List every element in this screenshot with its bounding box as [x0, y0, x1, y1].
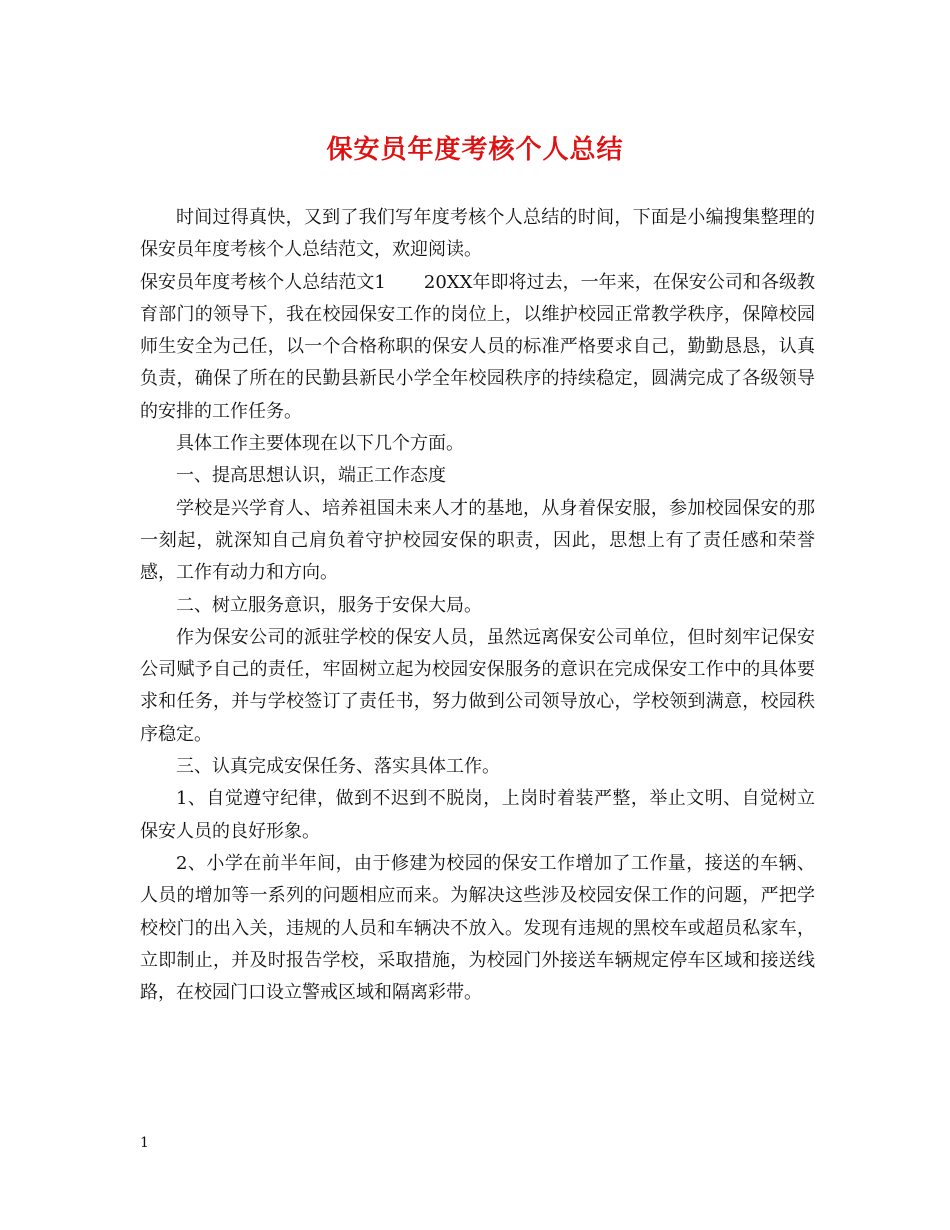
year-summary-text: 20XX年即将过去，一年来，在保安公司和各级教育部门的领导下，我在校园保安工作的岗位上，以维护校园正常教学秩序，保障校园师生安全为己任，以一个合格称职的保安人员的标准严格要求自己，勤勤恳恳，认真负责，确保了所在的民勤县新民小学全年校园秩序的持续稳定，圆满完成了各级领导的安排的工作任务。 [140, 271, 816, 422]
section-heading-1: 一、提高思想认识，端正工作态度 [176, 465, 446, 487]
intro-paragraph: 时间过得真快，又到了我们写年度考核个人总结的时间，下面是小编搜集整理的保安员年度考核个人总结范文，欢迎阅读。 [140, 207, 815, 261]
section-heading-3: 三、认真完成安保任务、落实具体工作。 [176, 756, 500, 778]
list-item-1: 1、自觉遵守纪律，做到不迟到不脱岗，上岗时着装严整，举止文明、自觉树立保安人员的良好形象。 [140, 788, 815, 842]
section-paragraph-1: 学校是兴学育人、培养祖国未来人才的基地，从身着保安服，参加校园保安的那一刻起，就深知自己肩负着守护校园安保的职责，因此，思想上有了责任感和荣誉感，工作有动力和方向。 [140, 497, 815, 584]
section-paragraph-2: 作为保安公司的派驻学校的保安人员，虽然远离保安公司单位，但时刻牢记保安公司赋予自己的责任，牢固树立起为校园安保服务的意识在完成保安工作中的具体要求和任务，并与学校签订了责任书，努力做到公司领导放心，学校领到满意，校园秩序稳定。 [140, 626, 815, 745]
section-heading-2: 二、树立服务意识，服务于安保大局。 [176, 594, 482, 616]
list-item-2: 2、小学在前半年间，由于修建为校园的保安工作增加了工作量，接送的车辆、人员的增加等一系列的问题相应而来。为解决这些涉及校园安保工作的问题，严把学校校门的出入关，违规的人员和车辆决不放入。发现有违规的黑校车或超员私家车，立即制止，并及时报告学校，采取措施，为校园门外接送车辆规定停车区域和接送线路，在校园门口设立警戒区域和隔离彩带。 [140, 852, 815, 1004]
document-body [140, 202, 815, 1009]
sample-heading-paragraph [140, 267, 815, 428]
document-title: 保安员年度考核个人总结 [326, 135, 624, 165]
page-number: 1 [140, 1135, 149, 1151]
overview-paragraph: 具体工作主要体现在以下几个方面。 [176, 433, 464, 455]
sample-heading: 保安员年度考核个人总结范文1 [140, 271, 386, 293]
